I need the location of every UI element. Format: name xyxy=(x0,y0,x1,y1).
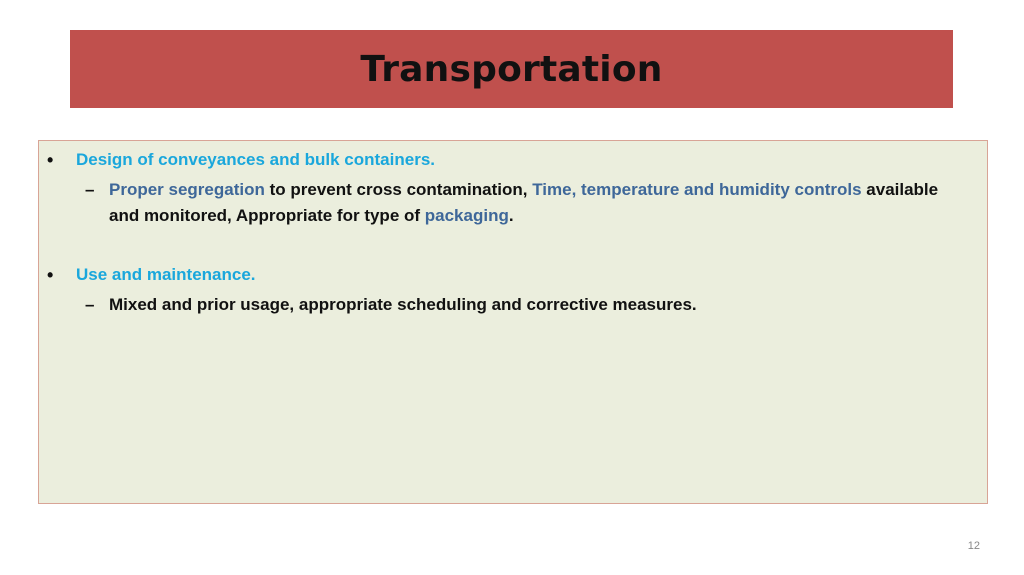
sub-bullet-fragment: to prevent cross contamination, xyxy=(264,180,533,199)
title-banner xyxy=(70,30,953,108)
sub-bullet-text xyxy=(109,292,949,318)
bullet-heading: Design of conveyances and bulk containers. xyxy=(76,150,435,169)
sub-bullet-marker: – xyxy=(85,295,95,314)
page-number: 12 xyxy=(967,540,980,552)
sub-bullet-highlight: packaging xyxy=(424,206,509,225)
sub-bullet-fragment: Mixed and prior usage, appropriate scheduling and corrective measures. xyxy=(109,295,697,314)
sub-bullet-marker: – xyxy=(85,180,95,199)
bullet-marker: • xyxy=(47,150,54,170)
content-panel xyxy=(38,140,988,504)
sub-bullet-fragment: available and monitored, Appropriate for type of xyxy=(109,180,939,225)
slide-title: Transportation xyxy=(360,48,663,90)
bullet-marker: • xyxy=(47,265,54,285)
sub-bullet-highlight: Proper segregation xyxy=(109,180,265,199)
sub-bullet-text xyxy=(109,177,949,229)
bullet-heading: Use and maintenance. xyxy=(76,265,256,284)
sub-bullet-highlight: Time, temperature and humidity controls xyxy=(532,180,862,199)
sub-bullet-fragment: . xyxy=(508,206,514,225)
